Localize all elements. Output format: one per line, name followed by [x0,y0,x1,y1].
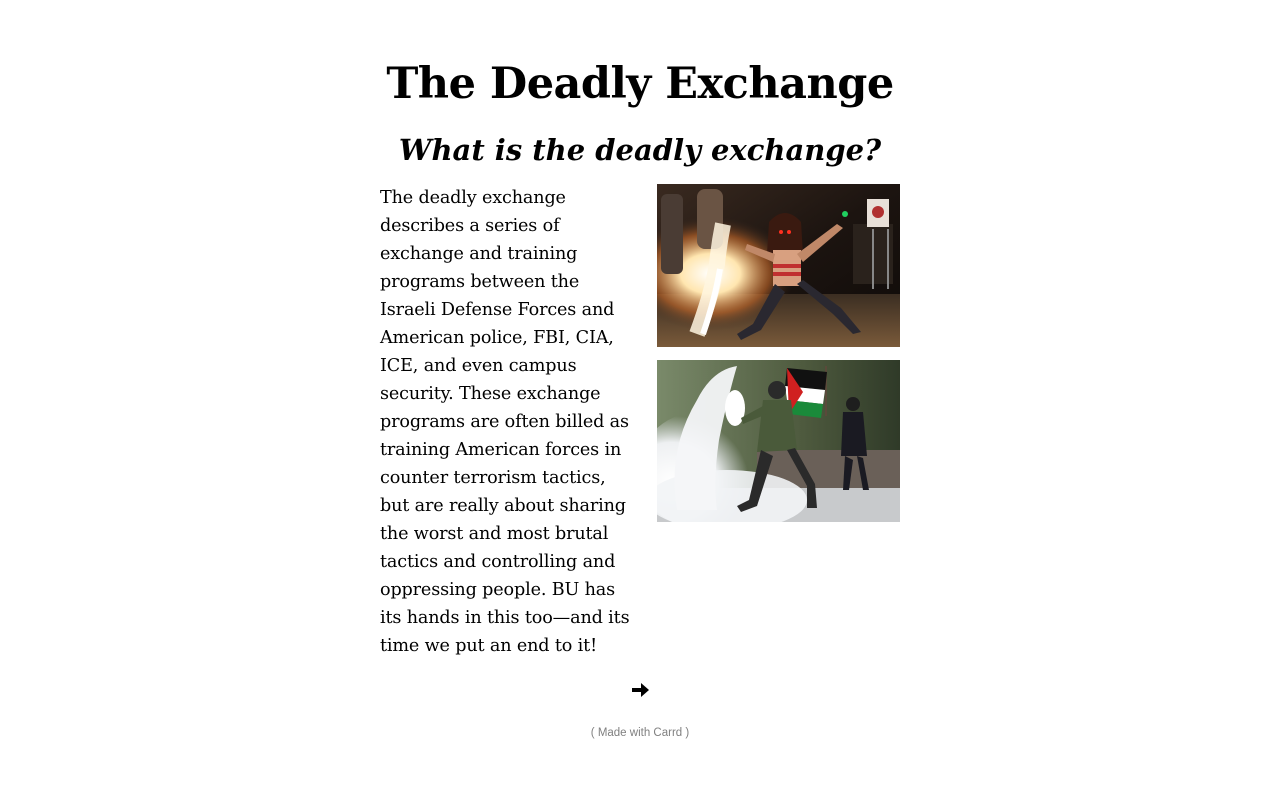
footer-credit [0,724,1280,742]
credit-open-paren: ( [590,727,598,739]
arrow-right-icon [628,678,652,702]
body-paragraph: The deadly exchange describes a series of exchange and training programs between the Israeli Defense Forces and American police, FBI, CIA, ICE, and even campus security. These exchange programs are often billed as training American forces in counter terrorism tactics, but are really about sharing the worst and most brutal tactics and controlling and oppressing people. BU has its hands in this too—and its time we put an end to it! [380,188,630,656]
credit-close-paren: ) [682,727,690,739]
protest-photo-flag-tear-gas [657,360,900,522]
protest-photo-tear-gas-night [657,184,900,347]
next-arrow-button[interactable] [628,678,652,702]
page-subtitle: What is the deadly exchange? [398,133,882,167]
page-title: The Deadly Exchange [386,59,894,109]
made-with-carrd-link[interactable]: Made with Carrd [597,727,683,739]
